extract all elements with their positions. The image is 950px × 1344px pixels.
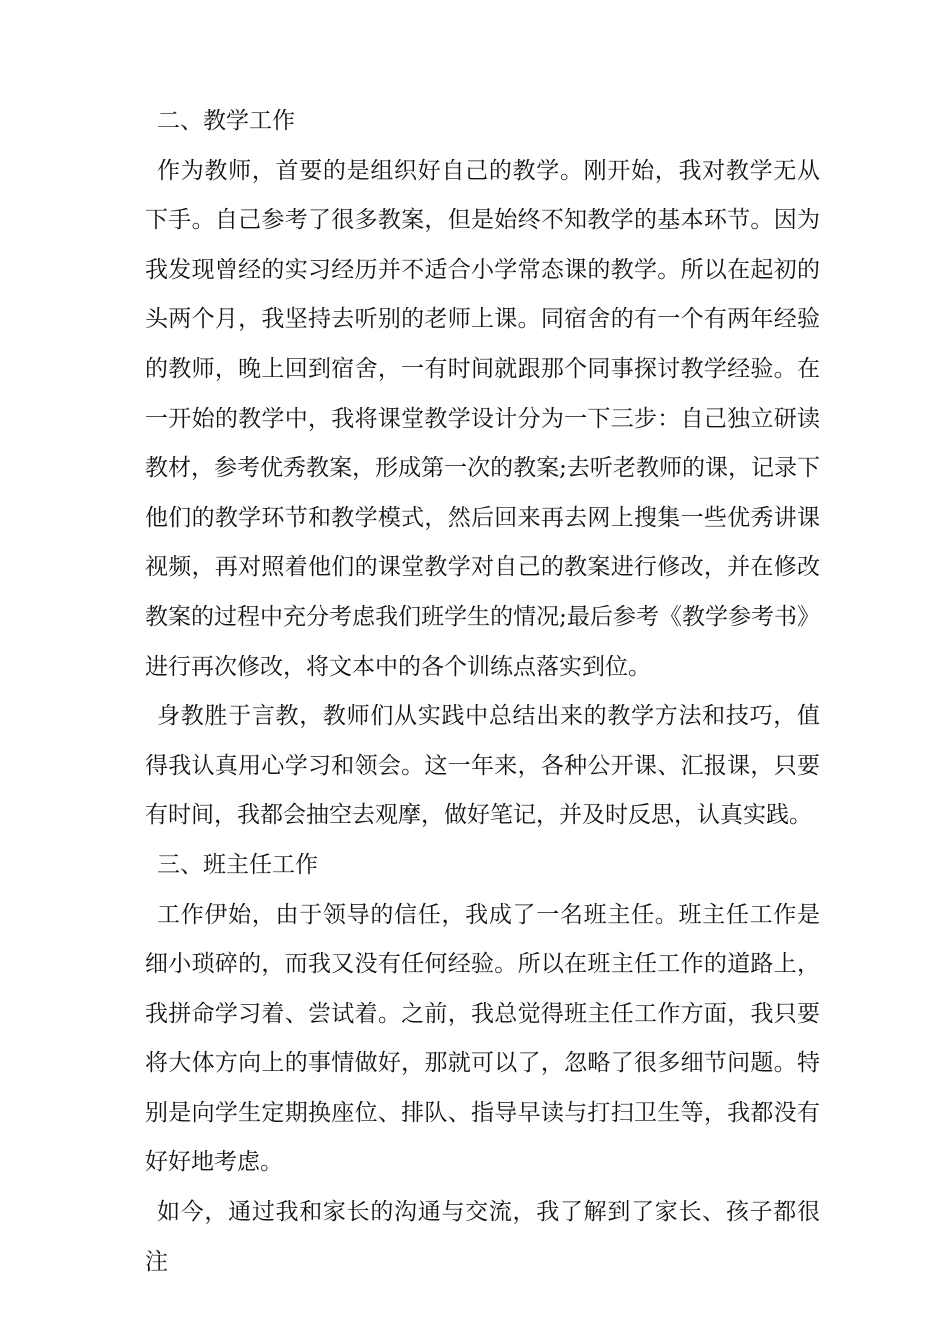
section-heading-class-teacher: 三、班主任工作 [157,851,318,878]
paragraph-teaching-1: 作为教师，首要的是组织好自己的教学。刚开始，我对教学无从下手。自己参考了很多教案，但是始终不知教学的基本环节。因为我发现曾经的实习经历并不适合小学常态课的教学。所以在起初的头两个月，我坚持去听别的老师上课。同宿舍的有一个有两年经验的教师，晚上回到宿舍，一有时间就跟那个同事探讨教学经验。在一开始的教学中，我将课堂教学设计分为一下三步：自己独立研读教材，参考优秀教案，形成第一次的教案;去听老教师的课，记录下他们的教学环节和教学模式，然后回来再去网上搜集一些优秀讲课视频，再对照着他们的课堂教学对自己的教案进行修改，并在修改教案的过程中充分考虑我们班学生的情况;最后参考《教学参考书》进行再次修改，将文本中的各个训练点落实到位。 [145,157,820,680]
paragraph-class-teacher-2: 如今，通过我和家长的沟通与交流，我了解到了家长、孩子都很注 [145,1199,820,1275]
paragraph-class-teacher-1: 工作伊始，由于领导的信任，我成了一名班主任。班主任工作是细小琐碎的，而我又没有任何经验。所以在班主任工作的道路上，我拼命学习着、尝试着。之前，我总觉得班主任工作方面，我只要将大体方向上的事情做好，那就可以了，忽略了很多细节问题。特别是向学生定期换座位、排队、指导早读与打扫卫生等，我都没有好好地考虑。 [145,901,820,1176]
paragraph-teaching-2: 身教胜于言教，教师们从实践中总结出来的教学方法和技巧，值得我认真用心学习和领会。这一年来，各种公开课、汇报课，只要有时间，我都会抽空去观摩，做好笔记，并及时反思，认真实践。 [145,703,820,829]
document-body [145,97,820,1287]
section-heading-teaching: 二、教学工作 [157,108,295,134]
